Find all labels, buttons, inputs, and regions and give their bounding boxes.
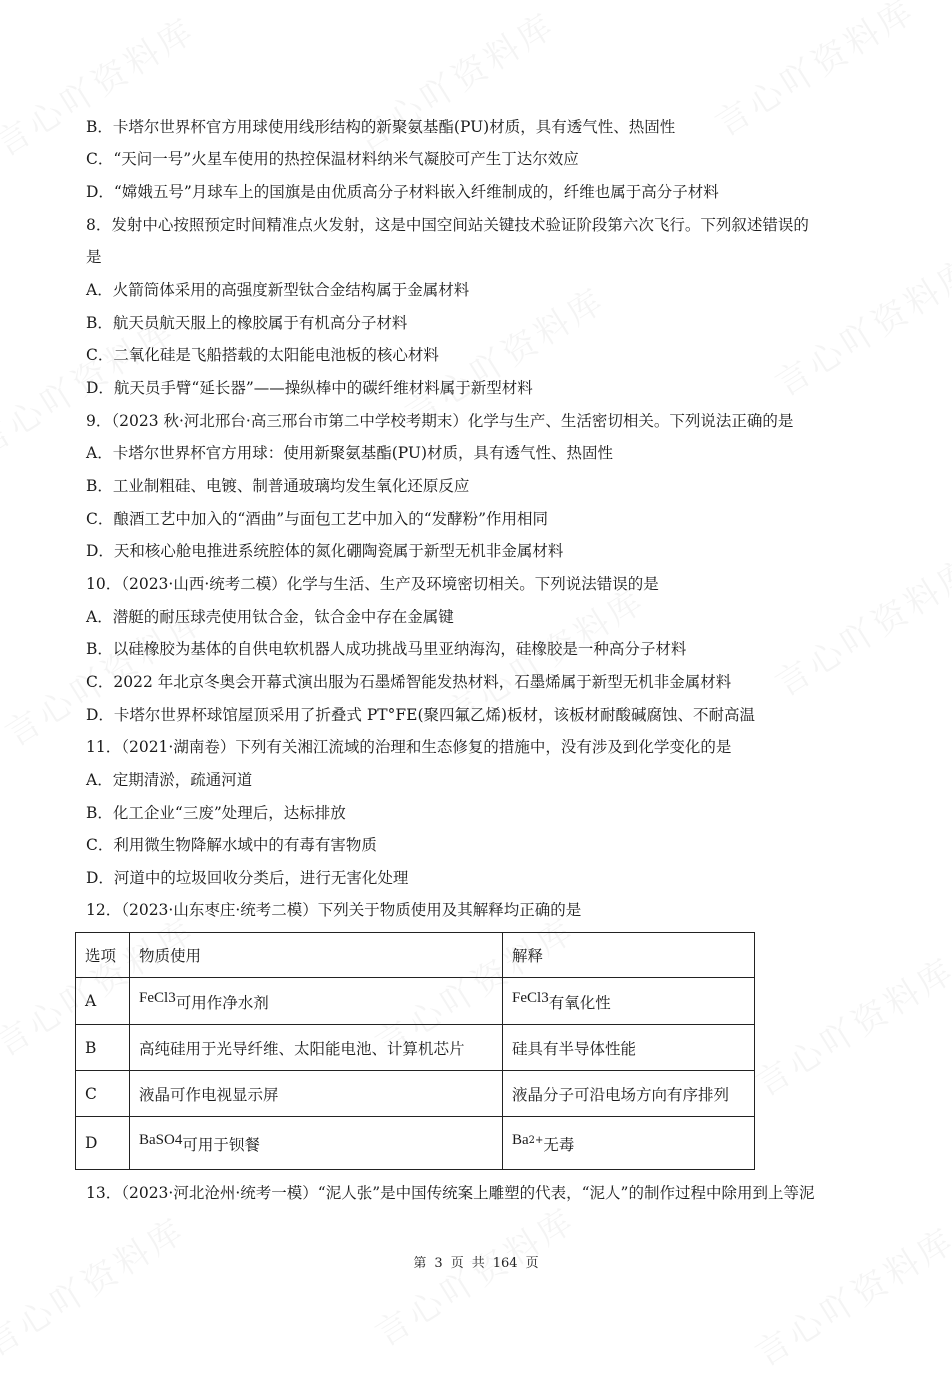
footer-prefix: 第 [413, 1256, 427, 1271]
table-header-cell: 物质使用 [130, 933, 503, 978]
watermark [0, 3, 204, 165]
total-pages: 164 [492, 1256, 518, 1271]
chemical-formula: FeCl [139, 989, 169, 1006]
option-line: C．利用微生物降解水域中的有毒有害物质 [86, 836, 377, 854]
option-line: C．2022 年北京冬奥会开幕式演出服为石墨烯智能发热材料，石墨烯属于新型无机非金属材料 [86, 673, 732, 691]
table-header-cell: 解释 [503, 933, 755, 978]
option-line: C．“天问一号”火星车使用的热控保温材料纳米气凝胶可产生丁达尔效应 [86, 150, 579, 168]
question-line: 8．发射中心按照预定时间精准点火发射，这是中国空间站关键技术验证阶段第六次飞行。下列叙述错误的 [86, 216, 809, 234]
watermark [704, 0, 923, 146]
question-line: 10．（2023·山西·统考二模）化学与生活、生产及环境密切相关。下列说法错误的是 [86, 575, 659, 593]
chemical-formula: Ba [512, 1131, 529, 1148]
option-line: D．“嫦娥五号”月球车上的国旗是由优质高分子材料嵌入纤维制成的，纤维也属于高分子材料 [86, 183, 719, 201]
formula-subscript: 4 [174, 1131, 183, 1148]
use-text: 可用于钡餐 [182, 1135, 260, 1154]
watermark [764, 543, 952, 705]
table-cell-option: C [76, 1071, 130, 1117]
table-row [76, 1025, 755, 1071]
option-line: B．化工企业“三废”处理后，达标排放 [86, 804, 346, 822]
footer-text: 共 [471, 1256, 485, 1271]
question-line: 11．（2021·湖南卷）下列有关湘江流域的治理和生态修复的措施中，没有涉及到化学变化的是 [86, 738, 732, 756]
chemical-formula: BaSO [139, 1131, 175, 1148]
question-line: 9．（2023 秋·河北邢台·高三邢台市第二中学校考期末）化学与生产、生活密切相关。下列说法正确的是 [86, 412, 794, 430]
footer-text: 页 [450, 1256, 464, 1271]
table-cell-use [130, 978, 503, 1025]
table-cell-explanation: 硅具有半导体性能 [503, 1025, 755, 1071]
table-cell-option: A [76, 978, 130, 1025]
table-row [76, 978, 755, 1025]
option-line: D．天和核心舱电推进系统腔体的氮化硼陶瓷属于新型无机非金属材料 [86, 542, 564, 560]
watermark [364, 1193, 583, 1355]
option-line: B．以硅橡胶为基体的自供电软机器人成功挑战马里亚纳海沟，硅橡胶是一种高分子材料 [86, 640, 687, 658]
question-line: 13．（2023·河北沧州·统考一模）“泥人张”是中国传统案上雕塑的代表，“泥人”的制作过程中除用到上等泥 [86, 1184, 815, 1202]
option-line: D．卡塔尔世界杯球馆屋顶采用了折叠式 PT°FE(聚四氟乙烯)板材，该板材耐酸碱腐蚀、不耐高温 [86, 706, 756, 724]
footer-suffix: 页 [525, 1256, 539, 1271]
option-line: D．航天员手臂“延长器”——操纵棒中的碳纤维材料属于新型材料 [86, 379, 533, 397]
watermark [744, 1213, 952, 1375]
table-cell-option: B [76, 1025, 130, 1071]
use-text: 可用作净水剂 [175, 993, 269, 1012]
question-line: 12．（2023·山东枣庄·统考二模）下列关于物质使用及其解释均正确的是 [86, 901, 582, 919]
formula-subscript: 3 [541, 989, 549, 1006]
formula-subscript: 3 [168, 989, 176, 1006]
table-cell-explanation [503, 978, 755, 1025]
answer-table [75, 932, 755, 1170]
option-line: A．卡塔尔世界杯官方用球：使用新聚氨基酯(PU)材质，具有透气性、热固性 [86, 444, 614, 462]
table-cell-use [130, 1117, 503, 1170]
table-cell-explanation [503, 1117, 755, 1170]
page-number: 3 [434, 1256, 443, 1271]
watermark [0, 1203, 194, 1365]
question-line: 是 [86, 248, 102, 266]
option-line: B．航天员航天服上的橡胶属于有机高分子材料 [86, 314, 408, 332]
table-header-cell: 选项 [76, 933, 130, 978]
page-footer [0, 1252, 952, 1271]
option-line: B．工业制粗硅、电镀、制普通玻璃均发生氧化还原反应 [86, 477, 470, 495]
option-line: C．酿酒工艺中加入的“酒曲”与面包工艺中加入的“发酵粉”作用相同 [86, 510, 549, 528]
explanation-text: 无毒 [543, 1135, 575, 1154]
table-header-row [76, 933, 755, 978]
option-line: C．二氧化硅是飞船搭载的太阳能电池板的核心材料 [86, 346, 439, 364]
watermark [764, 243, 952, 405]
explanation-text: 有氧化性 [548, 993, 611, 1012]
watermark [744, 943, 952, 1105]
option-line: A．潜艇的耐压球壳使用钛合金，钛合金中存在金属键 [86, 608, 454, 626]
table-row [76, 1117, 755, 1170]
table-cell-option: D [76, 1117, 130, 1170]
chemical-formula: FeCl [512, 989, 542, 1006]
option-line: B．卡塔尔世界杯官方用球使用线形结构的新聚氨基酯(PU)材质，具有透气性、热固性 [86, 118, 676, 136]
option-line: A．火箭筒体采用的高强度新型钛合金结构属于金属材料 [86, 281, 470, 299]
table-cell-explanation: 液晶分子可沿电场方向有序排列 [503, 1071, 755, 1117]
table-cell-use: 高纯硅用于光导纤维、太阳能电池、计算机芯片 [130, 1025, 503, 1071]
formula-superscript: 2+ [528, 1134, 544, 1146]
table-cell-use: 液晶可作电视显示屏 [130, 1071, 503, 1117]
table-row [76, 1071, 755, 1117]
option-line: D．河道中的垃圾回收分类后，进行无害化处理 [86, 869, 409, 887]
option-line: A．定期清淤，疏通河道 [86, 771, 253, 789]
